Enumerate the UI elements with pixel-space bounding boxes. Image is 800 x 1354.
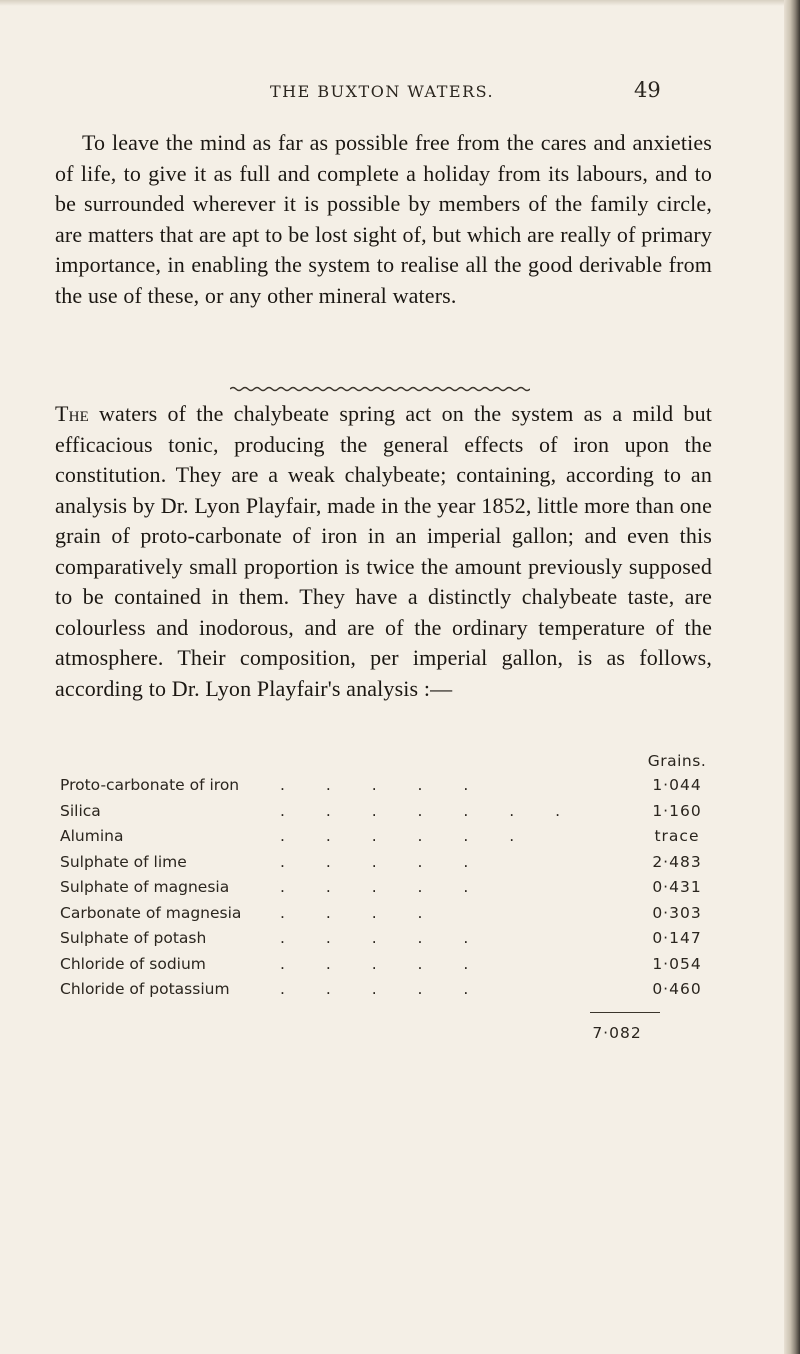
table-row (60, 980, 720, 1006)
leader-dots: . . . . . . (280, 827, 533, 845)
leader-dots: . . . . . (280, 929, 487, 947)
constituent-name: Sulphate of magnesia (60, 878, 230, 896)
table-row (60, 853, 720, 879)
constituent-value: 0·431 (652, 878, 702, 896)
page-spine-shadow (784, 0, 800, 1354)
constituent-value: 0·460 (652, 980, 702, 998)
analysis-total: 7·082 (592, 1024, 642, 1042)
table-row (60, 776, 720, 802)
paragraph-holiday: To leave the mind as far as possible free from the cares and anxieties of life, to give it as full and complete a holiday from its labours, and to be surrounded wherever it is possible by members of the family circle, are matters that are apt to be lost sight of, but which are really of primary importance, in enabling the system to realise all the good derivable from the use of these, or any other mineral waters. (55, 130, 712, 308)
paragraph-lead-word: The (55, 401, 89, 426)
constituent-value: 1·044 (652, 776, 702, 794)
table-row (60, 929, 720, 955)
table-row (60, 955, 720, 981)
constituent-name: Chloride of sodium (60, 954, 206, 973)
page-header (0, 78, 800, 112)
constituent-value: 0·303 (652, 903, 702, 922)
constituent-value: 1·160 (652, 801, 702, 820)
analysis-rows (60, 776, 720, 1006)
leader-dots: . . . . . (280, 980, 487, 998)
leader-dots: . . . . (280, 903, 441, 922)
paragraph-chalybeate (55, 399, 712, 704)
running-head: THE BUXTON WATERS. (270, 82, 495, 101)
constituent-value: 2·483 (652, 852, 702, 871)
page-number: 49 (634, 78, 661, 102)
leader-dots: . . . . . (280, 878, 487, 896)
constituent-value: 1·054 (652, 954, 702, 973)
page-top-shadow (0, 0, 800, 6)
leader-dots: . . . . . (280, 852, 487, 871)
constituent-name: Alumina (60, 827, 124, 845)
units-header: Grains. (647, 752, 707, 770)
table-row (60, 904, 720, 930)
section-divider-ornament (230, 382, 530, 396)
table-row (60, 802, 720, 828)
leader-dots: . . . . . (280, 776, 487, 794)
constituent-value: 0·147 (652, 929, 702, 947)
constituent-value: trace (654, 827, 700, 845)
table-row (60, 878, 720, 904)
constituent-name: Silica (60, 801, 101, 820)
table-row (60, 827, 720, 853)
constituent-name: Carbonate of magnesia (60, 903, 242, 922)
constituent-name: Sulphate of lime (60, 852, 187, 871)
constituent-name: Chloride of potassium (60, 980, 230, 998)
constituent-name: Sulphate of potash (60, 929, 207, 947)
paragraph-body: waters of the chalybeate spring act on the system as a mild but efficacious tonic, producing the general effects of iron upon the constitution. They are a weak chalybeate; containing, according to an analysis by Dr. Lyon Playfair, made in the year 1852, little more than one grain of proto-carbonate of iron in an imperial gallon; and even this comparatively small proportion is twice the amount previously supposed to be contained in them. They have a distinctly chalybeate taste, are colourless and inodorous, and are of the ordinary temperature of the atmosphere. Their composition, per imperial gallon, is as follows, according to Dr. Lyon Playfair's analysis :— (55, 401, 712, 701)
total-rule (590, 1012, 660, 1013)
leader-dots: . . . . . (280, 954, 487, 973)
leader-dots: . . . . . . . (280, 801, 579, 820)
constituent-name: Proto-carbonate of iron (60, 776, 240, 794)
